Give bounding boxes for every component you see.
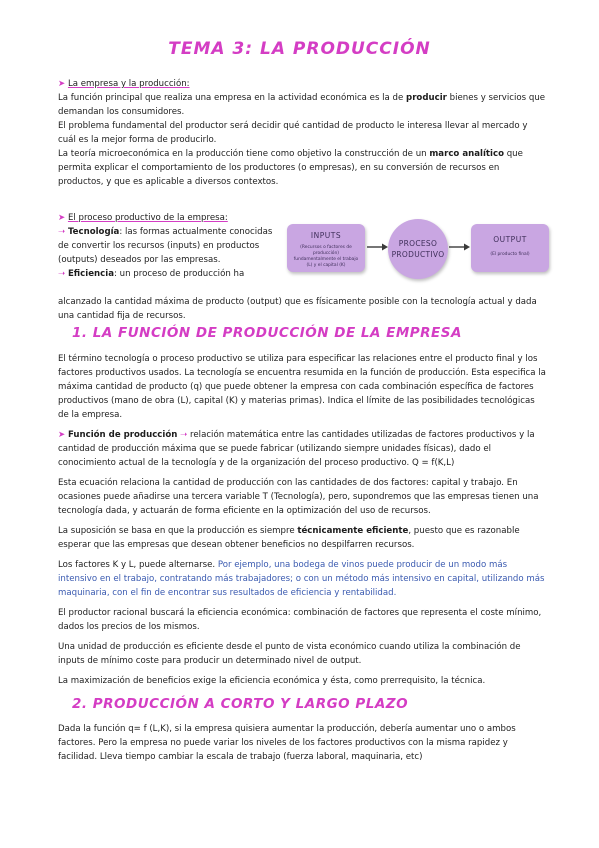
output-box: OUTPUT (El producto final) (471, 224, 549, 272)
eficiencia-definition-start: ➝ Eficiencia: un proceso de producción ha (58, 269, 245, 279)
empresa-paragraph-1: La función principal que realiza una empresa en la actividad económica es la de producir bienes y servicios que demandan los consumidores. (58, 93, 546, 117)
empresa-paragraph-2: El problema fundamental del productor será decidir qué cantidad de producto le interesa llevar al mercado y cuál es la mejor forma de producirlo. (58, 121, 528, 145)
eficiencia-definition-end: alcanzado la cantidad máxima de producto (output) que es físicamente posible con la tecnología actual y dada una cantidad fija de recursos. (58, 297, 537, 321)
arrow-icon: ➤ (58, 430, 66, 440)
arrow-right-icon (367, 242, 389, 252)
proceso-productivo-circle: PROCESO PRODUCTIVO (388, 219, 448, 279)
section-2-paragraph-1: Dada la función q= f (L,K), si la empresa quisiera aumentar la producción, debería aumentar uno o ambos factores. Pero la empresa no puede variar los niveles de los factores productivos con la misma rapidez y facilidad. Lleva tiempo cambiar la escala de trabajo (fuerza laboral, maquinaria, etc) (58, 724, 516, 762)
section-1-paragraph-6: El productor racional buscará la eficiencia económica: combinación de factores que representa el coste mínimo, dados los precios de los mismos. (58, 608, 542, 632)
tecnologia-definition: ➝ Tecnología: las formas actualmente conocidas de convertir los recursos (inputs) en productos (outputs) deseados por las empresas. (58, 227, 273, 265)
section-1-paragraph-8: La maximización de beneficios exige la eficiencia económica y ésta, como prerrequisito, la técnica. (58, 676, 486, 686)
arrow-icon: ➤ (58, 79, 66, 89)
inputs-box: INPUTS (Recursos o factores de producción) fundamentalmente el trabajo (L) y el capital (K) (287, 224, 365, 272)
section-1-paragraph-5: Los factores K y L, puede alternarse. Por ejemplo, una bodega de vinos puede producir de un modo más intensivo en el trabajo, contratando más trabajadores; o con un método más intensivo en capital, utilizando más maquinaria, con el fin de encontrar sus resultados de eficiencia y rentabilidad. (58, 560, 545, 598)
right-arrow-icon: ➝ (58, 269, 66, 279)
production-formula: Q = f(K,L) (411, 458, 455, 468)
funcion-produccion-definition: ➤ Función de producción ➝ relación matemática entre las cantidades utilizadas de factores productivos y la cantidad de producción máxima que se puede fabricar (utilizando siempre unidades físicas), dado el conocimiento actual de la tecnología y de la organización del proceso productivo. Q = f(K,L) (58, 430, 535, 468)
example-text: Por ejemplo, una bodega de vinos puede producir de un modo más intensivo en el trabajo, contratando más trabajadores; o con un método más intensivo en capital, utilizando más maquinaria, con el fin de encontrar sus resultados de eficiencia y rentabilidad. (58, 560, 545, 598)
empresa-paragraph-3: La teoría microeconómica en la producción tiene como objetivo la construcción de un marco analítico que permita explicar el comportamiento de los productores (o empresas), en su conversión de recursos en productos, y que es aplicable a diversos contextos. (58, 149, 523, 187)
right-arrow-icon: ➝ (180, 430, 188, 440)
page-title: TEMA 3: LA PRODUCCIÓN (168, 39, 431, 59)
section-1-paragraph-7: Una unidad de producción es eficiente desde el punto de vista económico cuando utiliza la combinación de inputs de mínimo coste para producir un determinado nivel de output. (58, 642, 521, 666)
proceso-section (58, 211, 284, 281)
section-1-paragraph-4: La suposición se basa en que la producción es siempre técnicamente eficiente, puesto que es razonable esperar que las empresas que desean obtener beneficios no despilfarren recursos. (58, 526, 520, 550)
section-1-paragraph-3: Esta ecuación relaciona la cantidad de producción con las cantidades de dos factores: capital y trabajo. En ocasiones puede añadirse una tercera variable T (Tecnología), pero, supondremos que las empresas tienen una tecnología dada, y actuarán de forma eficiente en la optimización del uso de recursos. (58, 478, 539, 516)
empresa-heading: ➤ La empresa y la producción: (58, 79, 190, 89)
arrow-right-icon (449, 242, 471, 252)
section-2-title: 2. PRODUCCIÓN A CORTO Y LARGO PLAZO (72, 696, 409, 712)
empresa-section (58, 77, 546, 189)
right-arrow-icon: ➝ (58, 227, 66, 237)
section-1-title: 1. LA FUNCIÓN DE PRODUCCIÓN DE LA EMPRESA (72, 325, 462, 341)
proceso-heading: ➤ El proceso productivo de la empresa: (58, 213, 228, 223)
process-diagram (287, 218, 549, 288)
section-1-paragraph-1: El término tecnología o proceso productivo se utiliza para especificar las relaciones entre el producto final y los factores productivos usados. La tecnología se encuentra resumida en la función de producción. Esta especifica la máxima cantidad de producto (q) que puede obtener la empresa con cada combinación específica de factores productivos (mano de obra (L), capital (K) y materias primas). Indica el límite de las posibilidades tecnológicas de la empresa. (58, 354, 546, 420)
arrow-icon: ➤ (58, 213, 66, 223)
section-1-body (58, 352, 546, 688)
